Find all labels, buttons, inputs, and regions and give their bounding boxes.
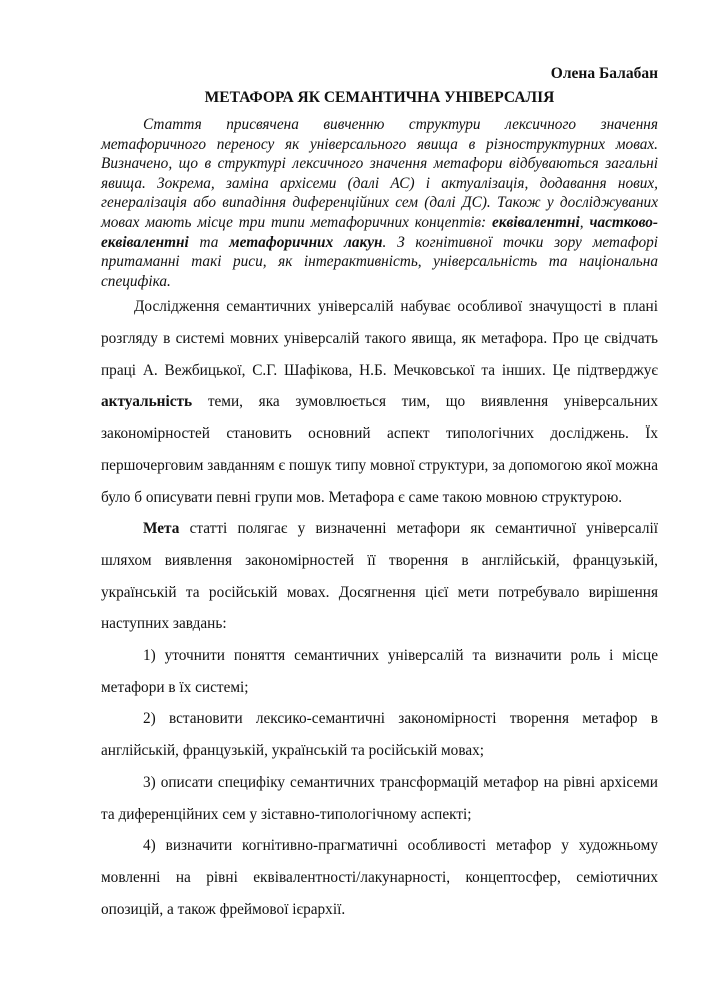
abstract-separator-1: , [579, 213, 590, 231]
paragraph-relevance [101, 291, 658, 513]
abstract-text-part2: . З когнітивної точки зору метафорі притаманні такі риси, як інтерактивність, універсальність та національна специфіка. [101, 233, 659, 290]
paragraph-goal [101, 513, 658, 640]
task-item-3: 3) описати специфіку семантичних трансформацій метафор на рівні архісеми та диференційних сем у зіставно-типологічному аспекті; [101, 773, 658, 823]
article-body [101, 291, 658, 925]
paragraph-goal-text: статті полягає у визначенні метафори як семантичної універсалії шляхом виявлення закономірностей її творення в англійській, французькій, українській та російській мовах. Досягнення цієї мети потребувало вирішення наступних завдань: [101, 520, 658, 633]
task-item-2: 2) встановити лексико-семантичні закономірності творення метафор в англійській, французькій, українській та російській мовах; [101, 710, 658, 760]
goal-keyword: Мета [143, 520, 180, 538]
relevance-keyword: актуальність [101, 393, 193, 411]
abstract [101, 115, 658, 291]
paragraph-relevance-text-a: Дослідження семантичних універсалій набуває особливої значущості в плані розгляду в системі мовних універсалій такого явища, як метафора. Про це свідчать праці А. Вежбицької, С.Г. Шафікова, Н.Б. Мечковської та інших. Це підтверджує [101, 298, 658, 379]
task-item-1: 1) уточнити поняття семантичних універсалій та визначити роль і місце метафори в їх системі; [101, 647, 658, 696]
abstract-term-equivalent: еквівалентні [491, 213, 580, 231]
abstract-term-partially-equivalent: частково-еквівалентні [101, 213, 658, 251]
article-title: МЕТАФОРА ЯК СЕМАНТИЧНА УНІВЕРСАЛІЯ [204, 89, 555, 106]
author-name: Олена Балабан [550, 65, 658, 82]
abstract-text-part1: Стаття присвячена вивченню структури лексичного значення метафоричного переносу як універсального явища в різноструктурних мовах. Визначено, що в структурі лексичного значення метафори відбуваються загальні явища. Зокрема, заміна архісеми (далі АС) і актуалізація, додавання нових, генералізація або випадіння диференційних сем (далі ДС). Також у досліджуваних мовах мають місце три типи метафоричних концептів: [101, 116, 658, 231]
abstract-separator-2: та [188, 233, 230, 251]
paragraph-relevance-text-b: теми, яка зумовлюється тим, що виявлення універсальних закономірностей становить основний аспект типологічних досліджень. Їх першочерговим завданням є пошук типу мовної структури, за допомогою якої можна було б описувати певні групи мов. Метафора є саме такою мовною структурою. [101, 393, 658, 506]
task-item-4: 4) визначити когнітивно-прагматичні особливості метафор у художньому мовленні на рівні еквівалентності/лакунарності, концептосфер, семіотичних опозицій, а також фреймової ієрархії. [101, 837, 658, 918]
document-page [101, 62, 658, 925]
abstract-term-metaphoric-lacunae: метафоричних лакун [229, 233, 383, 251]
